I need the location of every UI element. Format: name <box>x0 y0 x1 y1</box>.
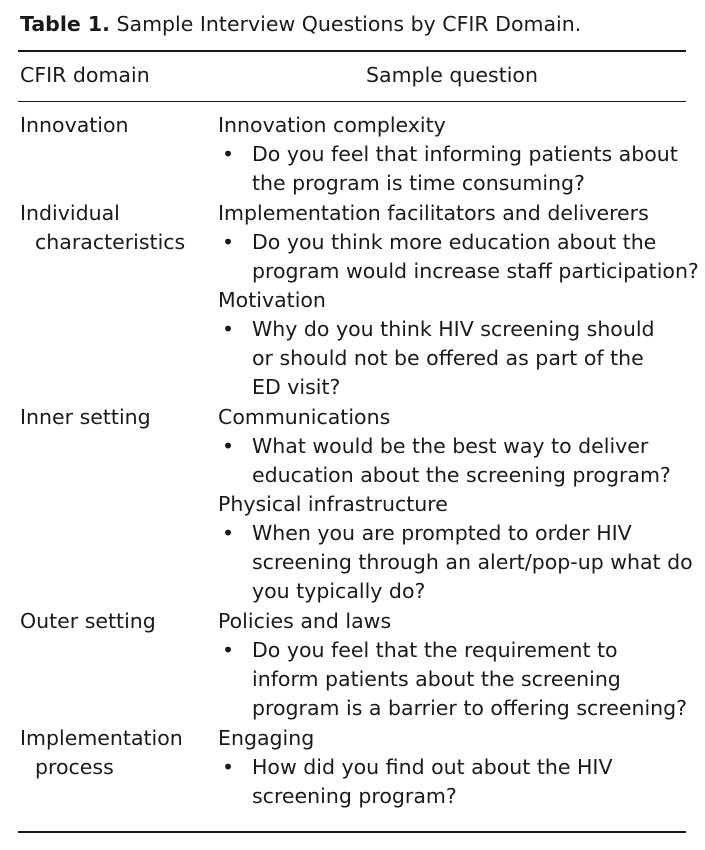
domain-text: Individual <box>20 201 120 225</box>
question-line: inform patients about the screening <box>252 667 621 691</box>
question-text <box>252 753 690 811</box>
table-title: Sample Interview Questions by CFIR Domain. <box>116 12 582 36</box>
question-bullet <box>218 432 693 490</box>
domain-cell <box>20 607 218 723</box>
question-bullet <box>218 228 699 286</box>
construct-label: Communications <box>218 405 391 429</box>
domain-text: Outer setting <box>20 609 156 633</box>
question-line: screening through an alert/pop-up what do <box>252 550 693 574</box>
question-cell <box>218 403 693 606</box>
bullet-icon: • <box>222 638 235 662</box>
bullet-icon: • <box>222 230 235 254</box>
domain-text: characteristics <box>35 230 186 254</box>
question-line: Why do you think HIV screening should <box>252 317 655 341</box>
question-cell <box>218 607 690 723</box>
question-line: Do you feel that informing patients about <box>252 142 678 166</box>
domain-text: Inner setting <box>20 405 151 429</box>
table-row <box>20 199 699 402</box>
construct-label: Engaging <box>218 726 315 750</box>
header-sample-question: Sample question <box>366 63 538 87</box>
table-caption <box>20 10 581 39</box>
question-line: program is a barrier to offering screening? <box>252 696 688 720</box>
question-line: ED visit? <box>252 375 341 399</box>
bullet-icon: • <box>222 755 235 779</box>
top-rule <box>18 50 686 52</box>
domain-cell <box>20 111 218 198</box>
question-cell <box>218 724 690 811</box>
question-line: education about the screening program? <box>252 463 671 487</box>
question-line: program would increase staff participation? <box>252 259 699 283</box>
domain-cell <box>20 199 218 402</box>
bullet-icon: • <box>222 434 235 458</box>
bullet-icon: • <box>222 317 235 341</box>
domain-text: process <box>35 755 114 779</box>
construct-label: Physical infrastructure <box>218 492 448 516</box>
construct-label: Policies and laws <box>218 609 392 633</box>
table-label: Table 1. <box>20 12 110 36</box>
question-cell <box>218 111 690 198</box>
question-line: When you are prompted to order HIV <box>252 521 632 545</box>
construct-label: Implementation facilitators and deliverers <box>218 201 649 225</box>
question-bullet <box>218 753 690 811</box>
question-text <box>252 228 699 286</box>
domain-text: Implementation <box>20 726 183 750</box>
header-rule <box>18 101 686 102</box>
question-text <box>252 432 693 490</box>
question-cell <box>218 199 699 402</box>
question-bullet <box>218 140 690 198</box>
domain-cell <box>20 724 218 811</box>
question-line: screening program? <box>252 784 457 808</box>
bottom-rule <box>18 831 686 833</box>
question-bullet <box>218 315 699 402</box>
table-body <box>20 111 699 812</box>
bullet-icon: • <box>222 142 235 166</box>
question-line: the program is time consuming? <box>252 171 585 195</box>
table-row <box>20 111 690 198</box>
construct-label: Motivation <box>218 288 326 312</box>
question-text <box>252 636 690 723</box>
question-bullet <box>218 636 690 723</box>
question-text <box>252 140 690 198</box>
bullet-icon: • <box>222 521 235 545</box>
table-row <box>20 607 690 723</box>
question-line: Do you think more education about the <box>252 230 657 254</box>
domain-text: Innovation <box>20 113 129 137</box>
question-line: Do you feel that the requirement to <box>252 638 618 662</box>
question-line: How did you find out about the HIV <box>252 755 613 779</box>
construct-label: Innovation complexity <box>218 113 446 137</box>
table-row <box>20 724 690 811</box>
table-row <box>20 403 693 606</box>
question-text <box>252 315 699 402</box>
question-line: you typically do? <box>252 579 426 603</box>
question-line: or should not be offered as part of the <box>252 346 644 370</box>
header-cfir-domain: CFIR domain <box>20 63 150 87</box>
question-line: What would be the best way to deliver <box>252 434 649 458</box>
question-text <box>252 519 693 606</box>
domain-cell <box>20 403 218 606</box>
question-bullet <box>218 519 693 606</box>
